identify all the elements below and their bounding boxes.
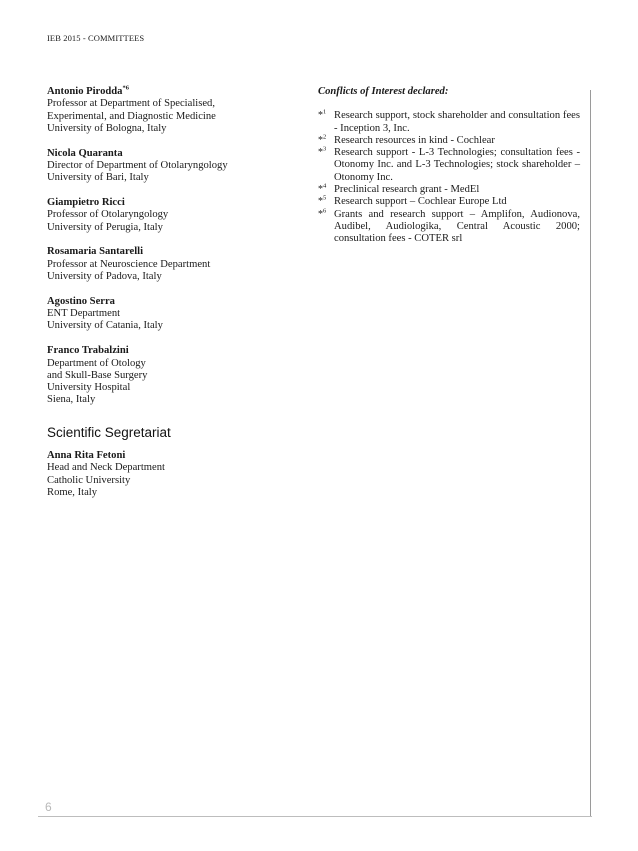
conflict-number: 1 xyxy=(323,108,327,116)
conflict-item-text: Grants and research support – Amplifon, Audionova, Audibel, Audiologika, Central Acoustic 2000; consultation fees - COTER srl xyxy=(334,208,580,245)
member-affiliation-line: Director of Department of Otolaryngology xyxy=(47,159,228,171)
member-affiliation-line: University Hospital xyxy=(47,382,131,394)
committee-members-list xyxy=(47,86,287,407)
member-affiliation-line: Professor of Otolaryngology xyxy=(47,209,169,221)
conflict-item-marker xyxy=(318,147,334,184)
conflict-item xyxy=(318,135,580,147)
member-entry xyxy=(47,148,287,185)
conflicts-title: Conflicts of Interest declared: xyxy=(318,86,449,97)
conflict-number: 2 xyxy=(323,133,327,141)
conflict-item-text: Preclinical research grant - MedEl xyxy=(334,184,480,196)
member-affiliation-line: University of Catania, Italy xyxy=(47,320,163,332)
member-name-text: Giampietro Ricci xyxy=(47,197,125,209)
conflict-item-marker xyxy=(318,110,334,135)
conflict-item xyxy=(318,147,580,184)
member-affiliation-line: ENT Department xyxy=(47,308,121,320)
member-affiliation-line: Professor at Department of Specialised, xyxy=(47,98,215,110)
member-name-text: Nicola Quaranta xyxy=(47,147,123,159)
committee-column xyxy=(47,86,287,512)
member-affiliation-line: Rome, Italy xyxy=(47,486,98,498)
page-number: 6 xyxy=(45,800,52,814)
conflict-item xyxy=(318,209,580,246)
member-affiliation-line: Catholic University xyxy=(47,474,131,486)
conflict-item xyxy=(318,184,580,196)
conflict-number: 5 xyxy=(323,195,327,203)
member-affiliation-line: University of Bologna, Italy xyxy=(47,122,167,134)
member-affiliation-line: Experimental, and Diagnostic Medicine xyxy=(47,110,216,122)
member-name xyxy=(47,86,287,98)
member-entry xyxy=(47,450,287,499)
member-affiliation-line: University of Perugia, Italy xyxy=(47,221,163,233)
conflict-item-text: Research support, stock shareholder and consultation fees - Inception 3, Inc. xyxy=(334,110,580,134)
member-affiliation-line: Head and Neck Department xyxy=(47,462,165,474)
member-name-text: Agostino Serra xyxy=(47,295,115,307)
conflict-number: 4 xyxy=(323,182,327,190)
member-entry xyxy=(47,345,287,406)
member-entry xyxy=(47,197,287,234)
member-name-text: Anna Rita Fetoni xyxy=(47,450,126,462)
member-affiliation-line: University of Padova, Italy xyxy=(47,271,162,283)
member-name xyxy=(47,345,287,357)
conflict-asterisk: * xyxy=(318,196,323,208)
conflict-item-marker xyxy=(318,209,334,246)
member-entry xyxy=(47,296,287,333)
member-name xyxy=(47,246,287,258)
conflict-asterisk: * xyxy=(318,208,323,220)
running-header: IEB 2015 - COMMITTEES xyxy=(47,33,145,43)
conflict-asterisk: * xyxy=(318,184,323,196)
page-frame-right-rule xyxy=(590,90,591,817)
conflict-asterisk: * xyxy=(318,134,323,146)
secretariat-members-list xyxy=(47,450,287,499)
conflict-item-text: Research support – Cochlear Europe Ltd xyxy=(334,196,507,208)
conflicts-list xyxy=(318,110,580,245)
conflict-item-text: Research support - L-3 Technologies; consultation fees - Otonomy Inc. and L-3 Technologies; stock shareholder – Otonomy Inc. xyxy=(334,147,580,183)
member-entry xyxy=(47,86,287,135)
conflict-item-text: Research resources in kind - Cochlear xyxy=(334,134,495,146)
member-name-text: Franco Trabalzini xyxy=(47,345,129,357)
conflict-item xyxy=(318,110,580,135)
conflict-marker: *6 xyxy=(122,84,129,92)
conflict-number: 3 xyxy=(323,145,327,153)
member-affiliation-line: Department of Otology xyxy=(47,357,146,369)
member-affiliation-line: Professor at Neuroscience Department xyxy=(47,258,211,270)
member-name xyxy=(47,197,287,209)
member-name xyxy=(47,450,287,462)
secretariat-title: Scientific Segretariat xyxy=(47,424,171,440)
member-entry xyxy=(47,246,287,283)
conflict-item xyxy=(318,196,580,208)
member-name-text: Antonio Pirodda xyxy=(47,86,123,97)
member-name-text: Rosamaria Santarelli xyxy=(47,246,144,258)
member-name xyxy=(47,296,287,308)
page-frame-bottom-rule xyxy=(38,816,592,817)
conflict-asterisk: * xyxy=(318,110,323,122)
conflict-asterisk: * xyxy=(318,147,323,159)
member-affiliation-line: University of Bari, Italy xyxy=(47,172,149,184)
member-affiliation-line: and Skull-Base Surgery xyxy=(47,369,148,381)
conflicts-column xyxy=(318,86,580,246)
member-affiliation-line: Siena, Italy xyxy=(47,394,96,406)
member-name xyxy=(47,148,287,160)
conflict-number: 6 xyxy=(323,207,327,215)
